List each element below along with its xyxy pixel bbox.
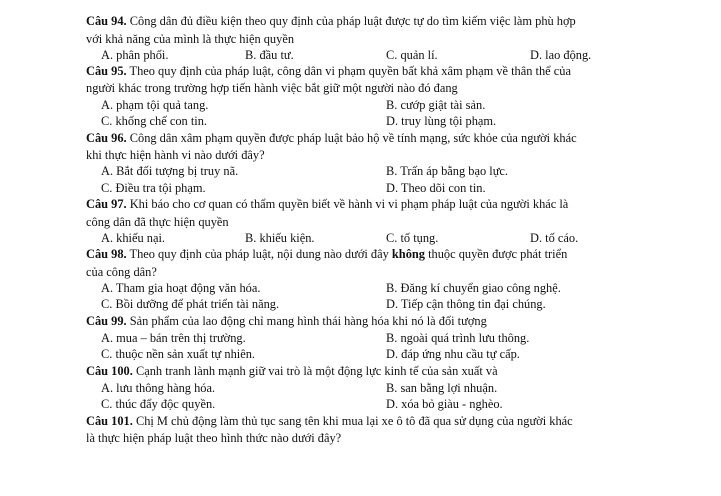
question-99-stem: [86, 314, 685, 329]
question-99-option-d[interactable]: D. đáp ứng nhu cầu tự cấp.: [386, 347, 520, 361]
question-99-number: Câu 99.: [86, 314, 127, 328]
question-94-option-c[interactable]: C. quản lí.: [386, 48, 438, 62]
question-96-stem-line2: [86, 148, 685, 163]
question-97-stem-line2: [86, 215, 685, 230]
question-98-option-a[interactable]: A. Tham gia hoạt động văn hóa.: [101, 281, 261, 295]
question-100-number: Câu 100.: [86, 364, 133, 378]
question-94-option-b[interactable]: B. đầu tư.: [245, 48, 294, 62]
question-101-stem-line2-text: là thực hiện pháp luật theo hình thức nào dưới đây?: [86, 431, 342, 445]
question-96-stem: [86, 131, 685, 146]
question-100-option-a[interactable]: A. lưu thông hàng hóa.: [101, 381, 216, 395]
question-95-option-d[interactable]: D. truy lùng tội phạm.: [386, 114, 497, 128]
question-99-option-b[interactable]: B. ngoài quá trình lưu thông.: [386, 331, 530, 345]
question-96-option-b[interactable]: B. Trấn áp bằng bạo lực.: [386, 164, 509, 178]
question-97-option-c[interactable]: C. tố tụng.: [386, 231, 439, 245]
question-101-stem-line1: Chị M chủ động làm thủ tục sang tên khi mua lại xe ô tô đã qua sử dụng của người khác: [135, 414, 573, 428]
question-100-option-d[interactable]: D. xóa bỏ giàu - nghèo.: [386, 397, 503, 411]
question-99-option-c[interactable]: C. thuộc nền sản xuất tự nhiên.: [101, 347, 255, 361]
question-100-stem: [86, 364, 685, 379]
question-96-stem-line1: Công dân xâm phạm quyền được pháp luật bảo hộ về tính mạng, sức khỏe của người khác: [129, 131, 577, 145]
question-96-option-d[interactable]: D. Theo dõi con tin.: [386, 181, 486, 195]
question-101-number: Câu 101.: [86, 414, 133, 428]
question-98-option-d[interactable]: D. Tiếp cận thông tin đại chúng.: [386, 297, 546, 311]
question-96-number: Câu 96.: [86, 131, 127, 145]
question-97-option-a[interactable]: A. khiếu nại.: [101, 231, 166, 245]
question-94-number: Câu 94.: [86, 14, 127, 28]
question-98-option-c[interactable]: C. Bồi dưỡng để phát triển tài năng.: [101, 297, 280, 311]
question-96-stem-line2-text: khi thực hiện hành vi nào dưới đây?: [86, 148, 265, 162]
question-95-stem-line1: Theo quy định của pháp luật, công dân vi phạm quyền bất khả xâm phạm về thân thể của: [129, 64, 571, 78]
question-95-option-a[interactable]: A. phạm tội quả tang.: [101, 98, 209, 112]
question-95-stem-line2: [86, 81, 685, 96]
question-98-stem-line2: [86, 265, 685, 280]
question-97-stem-line2-text: công dân đã thực hiện quyền: [86, 215, 229, 229]
question-96-option-c[interactable]: C. Điều tra tội phạm.: [101, 181, 206, 195]
question-96-option-a[interactable]: A. Bắt đối tượng bị truy nã.: [101, 164, 239, 178]
question-101-stem: [86, 414, 685, 429]
question-99-stem-line1: Sản phẩm của lao động chỉ mang hình thái hàng hóa khi nó là đối tượng: [129, 314, 487, 328]
question-95-number: Câu 95.: [86, 64, 127, 78]
question-94-option-d[interactable]: D. lao động.: [530, 48, 592, 62]
question-98-stem-pre: Theo quy định của pháp luật, nội dung nào dưới đây: [129, 247, 392, 261]
question-97-option-b[interactable]: B. khiếu kiện.: [245, 231, 315, 245]
question-98-stem: [86, 247, 685, 262]
question-95-option-c[interactable]: C. khống chế con tin.: [101, 114, 207, 128]
question-100-option-b[interactable]: B. san bằng lợi nhuận.: [386, 381, 498, 395]
question-94-option-a[interactable]: A. phân phối.: [101, 48, 169, 62]
question-95-option-b[interactable]: B. cướp giật tài sản.: [386, 98, 486, 112]
question-101-stem-line2: [86, 431, 685, 446]
question-94-stem: [86, 14, 685, 29]
question-95-stem: [86, 64, 685, 79]
question-95-stem-line2-text: người khác trong trường hợp tiến hành việc bắt giữ một người nào đó đang: [86, 81, 458, 95]
question-98-option-b[interactable]: B. Đăng kí chuyển giao công nghệ.: [386, 281, 561, 295]
question-100-option-c[interactable]: C. thúc đẩy độc quyền.: [101, 397, 216, 411]
question-97-stem-line1: Khi báo cho cơ quan có thẩm quyền biết về hành vi vi phạm pháp luật của người khác là: [129, 197, 569, 211]
question-97-number: Câu 97.: [86, 197, 127, 211]
question-97-stem: [86, 197, 685, 212]
question-98-number: Câu 98.: [86, 247, 127, 261]
question-94-stem-line2-text: với khả năng của mình là thực hiện quyền: [86, 32, 295, 46]
question-94-stem-line2: [86, 32, 685, 47]
question-98-stem-post: thuộc quyền được phát triển: [424, 247, 568, 261]
question-97-option-d[interactable]: D. tố cáo.: [530, 231, 579, 245]
question-99-option-a[interactable]: A. mua – bán trên thị trường.: [101, 331, 246, 345]
question-94-stem-line1: Công dân đủ điều kiện theo quy định của pháp luật được tự do tìm kiếm việc làm phù hợp: [129, 14, 576, 28]
question-98-stem-line2-text: của công dân?: [86, 265, 157, 279]
question-100-stem-line1: Cạnh tranh lành mạnh giữ vai trò là một động lực kinh tế của sản xuất và: [135, 364, 498, 378]
question-98-emphasis: không: [391, 247, 425, 261]
